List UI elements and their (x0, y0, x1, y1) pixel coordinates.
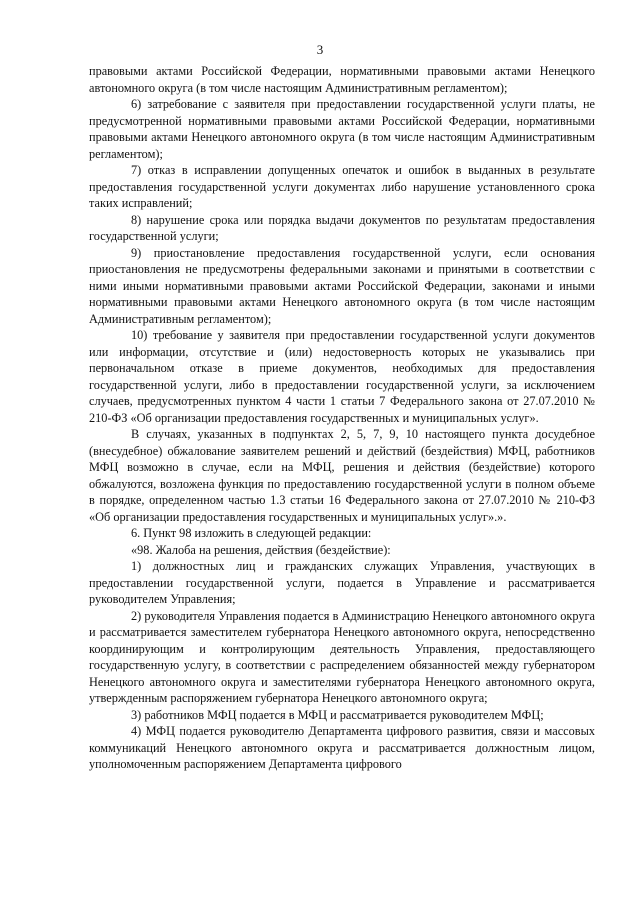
paragraph-98-item-2: 2) руководителя Управления подается в Администрацию Ненецкого автономного округа и рассматривается заместителем губернатора Ненецкого автономного округа, непосредственно координирующим и контролирующим деятельность Управления, предоставляющего государственную услугу, в соответствии с распределением обязанностей между губернатором Ненецкого автономного округа и заместителями губернатора Ненецкого автономного округа, утвержденным распоряжением губернатора Ненецкого автономного округа; (89, 608, 595, 705)
paragraph-point-98: «98. Жалоба на решения, действия (бездействие): (131, 542, 391, 557)
paragraph-item-9: 9) приостановление предоставления государственной услуги, если основания приостановления не предусмотрены федеральными законами и принятыми в соответствии с ними иными нормативными правовыми актами Российской Федерации, законами и иными нормативными правовыми актами Ненецкого автономного округа (в том числе настоящим Административным регламентом); (89, 245, 595, 326)
paragraph-item-10: 10) требование у заявителя при предоставлении государственной услуги документов или информации, отсутствие и (или) недостоверность которых не указывались при первоначальном отказе в приеме документов, необходимых для предоставления государственной услуги, либо в предоставлении государственной услуги, за исключением случаев, предусмотренных пунктом 4 части 1 статьи 7 Федерального закона от 27.07.2010 № 210-ФЗ «Об организации предоставления государственных и муниципальных услуг». (89, 328, 595, 425)
paragraph-item-7: 7) отказ в исправлении допущенных опечаток и ошибок в выданных в результате предоставления государственной услуги документах либо нарушение установленного срока таких исправлений; (89, 163, 595, 210)
paragraph-point-6: 6. Пункт 98 изложить в следующей редакции: (131, 526, 372, 540)
page-number: 3 (316, 42, 324, 57)
paragraph-98-item-3: 3) работников МФЦ подается в МФЦ и рассматривается руководителем МФЦ; (131, 707, 544, 722)
paragraph-98-item-1: 1) должностных лиц и гражданских служащих Управления, участвующих в предоставлении государственной услуги, подается в Управление и рассматривается руководителем Управления; (89, 559, 595, 606)
paragraph-item-6: 6) затребование с заявителя при предоставлении государственной услуги платы, не предусмотренной нормативными правовыми актами Российской Федерации, нормативными правовыми актами Ненецкого автономного округа (в том числе настоящим Административным регламентом); (89, 97, 595, 161)
paragraph-continuation: правовыми актами Российской Федерации, нормативными правовыми актами Ненецкого автономного округа (в том числе настоящим Административным регламентом); (89, 64, 595, 95)
paragraph-item-8: 8) нарушение срока или порядка выдачи документов по результатам предоставления государственной услуги; (89, 212, 595, 243)
paragraph-98-item-4: 4) МФЦ подается руководителю Департамента цифрового развития, связи и массовых коммуникаций Ненецкого автономного округа и рассматривается должностным лицом, уполномоченным распоряжением Департамента цифрового (89, 724, 595, 771)
paragraph-cases-note: В случаях, указанных в подпунктах 2, 5, 7, 9, 10 настоящего пункта досудебное (внесудебное) обжалование заявителем решений и действий (бездействия) МФЦ, работников МФЦ возможно в случае, если на МФЦ, решения и действия (бездействие) которого обжалуются, возложена функция по предоставлению государственной услуги в полном объеме в порядке, определенном частью 1.3 статьи 16 Федерального закона от 27.07.2010 № 210-ФЗ «Об организации предоставления государственных и муниципальных услуг».». (89, 427, 595, 524)
document-body (89, 63, 595, 773)
